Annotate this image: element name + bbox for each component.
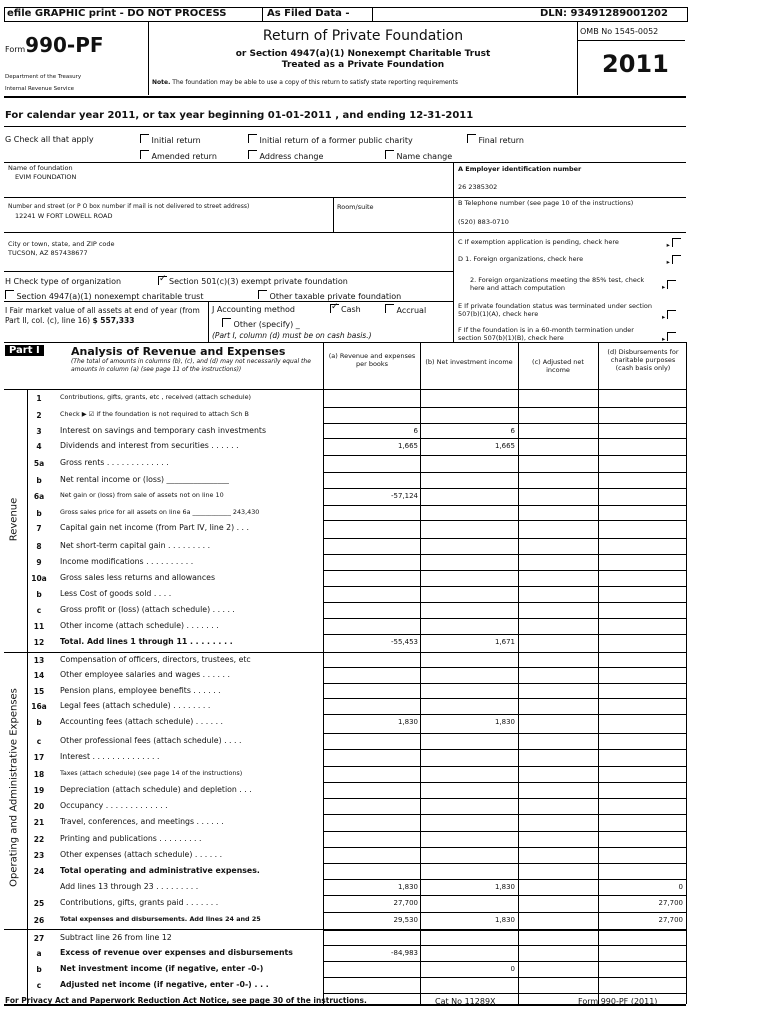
phone-value: (520) 883-0710	[458, 218, 509, 226]
line-number: 26	[33, 916, 45, 925]
row-rule	[323, 683, 686, 684]
c-exemption-pending: C If exemption application is pending, check here ▸	[458, 238, 683, 246]
line-description: Excess of revenue over expenses and disbursements	[60, 948, 293, 957]
line-description: Accounting fees (attach schedule) . . . . . .	[60, 717, 224, 726]
line-number: 11	[33, 622, 45, 631]
irs-label: Internal Revenue Service	[5, 86, 74, 92]
row-rule	[323, 798, 686, 799]
line-description: Legal fees (attach schedule) . . . . . . . .	[60, 701, 211, 710]
row-rule	[323, 782, 686, 783]
name-label: Name of foundation	[8, 164, 73, 172]
line-number: 17	[33, 753, 45, 762]
amount-cell-dd: 0	[678, 883, 683, 891]
form-note: Note. The foundation may be able to use a copy of this return to satisfy state reporting requirements	[152, 79, 458, 86]
g-amended-return[interactable]: Amended return	[140, 150, 217, 162]
g-final-return[interactable]: Final return	[467, 134, 524, 146]
line-description: Adjusted net income (if negative, enter -0-) . . .	[60, 980, 269, 989]
amount-cell-b: 6	[510, 427, 515, 435]
j-accounting-method: J Accounting method	[212, 305, 296, 314]
form-subtitle-2: Treated as a Private Foundation	[281, 60, 445, 70]
h-4947[interactable]: Section 4947(a)(1) nonexempt charitable trust	[5, 290, 203, 302]
line-number: 2	[36, 411, 42, 420]
amount-cell-b: 1,830	[494, 883, 515, 891]
line-number: a	[36, 949, 42, 958]
line-description: Depreciation (attach schedule) and depletion . . .	[60, 785, 252, 794]
row-rule	[323, 733, 686, 734]
omb-number: OMB No 1545-0052	[580, 27, 659, 36]
amount-cell-a: -55,453	[390, 638, 418, 646]
line-description: Pension plans, employee benefits . . . . . .	[60, 686, 221, 695]
line-number: 8	[36, 542, 42, 551]
line-description: Total expenses and disbursements. Add lines 24 and 25	[60, 915, 261, 923]
street-value: 12241 W FORT LOWELL ROAD	[15, 212, 113, 220]
row-rule	[323, 505, 686, 506]
line-number: 14	[33, 671, 45, 680]
amount-cell-a: 27,700	[393, 899, 418, 907]
line-description: Other income (attach schedule) . . . . . . .	[60, 621, 219, 630]
line-description: Subtract line 26 from line 12	[60, 933, 172, 942]
row-rule	[323, 814, 686, 815]
g-name-change[interactable]: Name change	[385, 150, 452, 162]
phone-label: B Telephone number (see page 10 of the instructions)	[458, 199, 634, 207]
street-label: Number and street (or P O box number if mail is not delivered to street address)	[8, 203, 250, 210]
h-other-taxable[interactable]: Other taxable private foundation	[258, 290, 401, 302]
row-rule	[323, 847, 686, 848]
part1-tag: Part I	[5, 345, 44, 356]
row-rule	[323, 879, 686, 880]
side-revenue: Revenue	[8, 497, 20, 542]
tax-year: 2011	[602, 50, 669, 78]
line-description: Gross sales price for all assets on line 6a ____________ 243,430	[60, 508, 260, 516]
row-rule	[323, 863, 686, 864]
amount-cell-a: 6	[413, 427, 418, 435]
line-number: b	[36, 965, 42, 974]
line-number: b	[36, 476, 42, 485]
row-rule	[323, 488, 686, 489]
line-description: Net gain or (loss) from sale of assets not on line 10	[60, 491, 224, 499]
line-description: Check ▶ ☑ if the foundation is not required to attach Sch B	[60, 410, 249, 418]
row-rule	[323, 993, 686, 994]
amount-cell-b: 0	[510, 965, 515, 973]
line-description: Other professional fees (attach schedule) . . . .	[60, 736, 242, 745]
part1-title: Analysis of Revenue and Expenses	[71, 345, 286, 358]
ein-value: 26 2385302	[458, 183, 498, 191]
col-b-header: (b) Net investment income	[425, 358, 513, 366]
row-rule	[323, 538, 686, 539]
as-filed-label: As Filed Data -	[267, 8, 350, 19]
ein-label: A Employer identification number	[458, 165, 582, 173]
efile-label: efile GRAPHIC print - DO NOT PROCESS	[7, 8, 227, 19]
row-rule	[323, 438, 686, 439]
line-number: b	[36, 590, 42, 599]
line-description: Dividends and interest from securities . . . . . .	[60, 441, 239, 450]
row-rule	[323, 520, 686, 521]
city-label: City or town, state, and ZIP code	[8, 240, 115, 248]
g-check-label: G Check all that apply	[5, 135, 94, 144]
d2-foreign-85: 2. Foreign organizations meeting the 85% test, check here and attach computation	[470, 276, 645, 292]
row-rule	[323, 930, 686, 931]
line-number: 6a	[33, 492, 45, 501]
amount-cell-b: 1,830	[494, 718, 515, 726]
row-rule	[323, 472, 686, 473]
d1-foreign-orgs: D 1. Foreign organizations, check here ▸	[458, 255, 683, 263]
form-footer: Form 990-PF (2011)	[578, 997, 658, 1006]
line-number: 27	[33, 934, 45, 943]
line-description: Gross profit or (loss) (attach schedule) . . . . .	[60, 605, 235, 614]
amount-cell-a: 1,665	[397, 442, 418, 450]
line-number: b	[36, 509, 42, 518]
line-description: Gross rents . . . . . . . . . . . . .	[60, 458, 169, 467]
line-description: Compensation of officers, directors, trustees, etc	[60, 655, 251, 664]
line-number: 7	[36, 524, 42, 533]
line-number: c	[36, 737, 42, 746]
form-number: Form990-PF	[5, 33, 104, 57]
line-description: Other expenses (attach schedule) . . . . . .	[60, 850, 223, 859]
line-number: b	[36, 718, 42, 727]
line-number: 10a	[31, 574, 47, 583]
line-description: Net rental income or (loss) ________________	[60, 475, 229, 484]
line-description: Gross sales less returns and allowances	[60, 573, 216, 582]
f-60-month: F If the foundation is in a 60-month termination under section 507(b)(1)(B), check here	[458, 326, 634, 342]
room-label: Room/suite	[337, 203, 374, 211]
dln-label: DLN: 93491289001202	[540, 8, 668, 19]
amount-cell-b: 1,671	[494, 638, 515, 646]
row-rule	[323, 766, 686, 767]
calendar-year-line: For calendar year 2011, or tax year beginning 01-01-2011 , and ending 12-31-2011	[5, 110, 474, 121]
line-description: Interest on savings and temporary cash investments	[60, 426, 267, 435]
i-fmv-label: I Fair market value of all assets at end of year (from Part II, col. (c), line 16) $ 557,333	[5, 306, 200, 325]
city-value: TUCSON, AZ 857438677	[8, 249, 88, 257]
line-description: Contributions, gifts, grants, etc , received (attach schedule)	[60, 393, 252, 401]
line-number: 18	[33, 770, 45, 779]
line-description: Net short-term capital gain . . . . . . . . .	[60, 541, 211, 550]
amount-cell-a: 29,530	[393, 916, 418, 924]
col-c-header: (c) Adjusted net income	[532, 358, 584, 374]
j-accrual[interactable]: Accrual	[385, 304, 426, 316]
row-rule	[323, 602, 686, 603]
g-initial-return[interactable]: Initial return	[140, 134, 201, 146]
line-number: 22	[33, 835, 45, 844]
row-rule	[323, 618, 686, 619]
privacy-notice: For Privacy Act and Paperwork Reduction Act Notice, see page 30 of the instructions.	[5, 996, 367, 1005]
side-expenses: Operating and Administrative Expenses	[8, 688, 20, 887]
line-number: 25	[33, 899, 45, 908]
row-rule	[323, 634, 686, 635]
row-rule	[323, 554, 686, 555]
row-rule	[323, 831, 686, 832]
form-title: Return of Private Foundation	[262, 28, 464, 44]
line-description: Taxes (attach schedule) (see page 14 of the instructions)	[60, 769, 243, 777]
row-rule	[323, 667, 686, 668]
row-rule	[323, 455, 686, 456]
row-rule	[323, 407, 686, 408]
line-number: 21	[33, 818, 45, 827]
amount-cell-dd: 27,700	[658, 916, 683, 924]
amount-cell-a: -84,983	[390, 949, 418, 957]
row-rule	[323, 698, 686, 699]
row-rule	[323, 977, 686, 978]
j-other[interactable]: Other (specify) _	[222, 318, 300, 330]
row-rule	[323, 749, 686, 750]
row-rule	[323, 895, 686, 896]
line-number: 15	[33, 687, 45, 696]
row-rule	[323, 423, 686, 424]
col-a-header: (a) Revenue and expenses per books	[328, 352, 416, 368]
amount-cell-a: -57,124	[390, 492, 418, 500]
line-description: Net investment income (if negative, enter -0-)	[60, 964, 264, 973]
g-address-change[interactable]: Address change	[248, 150, 323, 162]
amount-cell-b: 1,830	[494, 916, 515, 924]
line-number: 24	[33, 867, 45, 876]
h-501c3[interactable]: ✓ Section 501(c)(3) exempt private foundation	[158, 276, 348, 287]
line-description: Occupancy . . . . . . . . . . . . .	[60, 801, 168, 810]
line-description: Travel, conferences, and meetings . . . . . .	[60, 817, 224, 826]
line-number: 3	[36, 427, 42, 436]
e-status-terminated: E If private foundation status was terminated under section 507(b)(1)(A), check here	[458, 302, 653, 318]
row-rule	[323, 570, 686, 571]
line-number: 19	[33, 786, 45, 795]
line-description: Other employee salaries and wages . . . . . .	[60, 670, 230, 679]
row-rule	[323, 961, 686, 962]
amount-cell-a: 1,830	[397, 883, 418, 891]
amount-cell-b: 1,665	[494, 442, 515, 450]
dept-treasury: Department of the Treasury	[5, 74, 82, 80]
row-rule	[323, 714, 686, 715]
h-check-type: H Check type of organization	[5, 277, 122, 286]
line-description: Add lines 13 through 23 . . . . . . . . .	[60, 882, 199, 891]
line-description: Printing and publications . . . . . . . . .	[60, 834, 202, 843]
g-initial-former[interactable]: Initial return of a former public charity	[248, 134, 413, 146]
line-description: Income modifications . . . . . . . . . .	[60, 557, 194, 566]
line-description: Less Cost of goods sold . . . .	[60, 589, 172, 598]
line-number: 5a	[33, 459, 45, 468]
line-number: 20	[33, 802, 45, 811]
line-number: 13	[33, 656, 45, 665]
foundation-name: EVIM FOUNDATION	[15, 173, 77, 181]
line-number: 23	[33, 851, 45, 860]
j-note: (Part I, column (d) must be on cash basis.)	[212, 331, 372, 340]
line-number: 16a	[31, 702, 47, 711]
row-rule	[323, 912, 686, 913]
col-d-header: (d) Disbursements for charitable purposes (cash basis only)	[607, 348, 679, 372]
line-description: Capital gain net income (from Part IV, line 2) . . .	[60, 523, 249, 532]
part1-title-note: (The total of amounts in columns (b), (c), and (d) may not necessarily equal the amounts in column (a) (see page 11 of the instructions))	[71, 358, 311, 373]
line-number: c	[36, 981, 42, 990]
line-description: Total operating and administrative expenses.	[60, 866, 260, 875]
line-description: Interest . . . . . . . . . . . . . .	[60, 752, 160, 761]
row-rule	[323, 652, 686, 653]
amount-cell-a: 1,830	[397, 718, 418, 726]
line-number: 12	[33, 638, 45, 647]
line-number: c	[36, 606, 42, 615]
line-description: Total. Add lines 1 through 11 . . . . . . . .	[60, 637, 233, 646]
cat-number: Cat No 11289X	[435, 997, 496, 1006]
line-number: 1	[36, 394, 42, 403]
line-number: 4	[36, 442, 42, 451]
line-number: 9	[36, 558, 42, 567]
row-rule	[323, 945, 686, 946]
form-subtitle-1: or Section 4947(a)(1) Nonexempt Charitable Trust	[235, 49, 491, 59]
j-cash[interactable]: ✓ Cash	[330, 304, 361, 315]
line-description: Contributions, gifts, grants paid . . . . . . .	[60, 898, 219, 907]
amount-cell-dd: 27,700	[658, 899, 683, 907]
row-rule	[323, 586, 686, 587]
